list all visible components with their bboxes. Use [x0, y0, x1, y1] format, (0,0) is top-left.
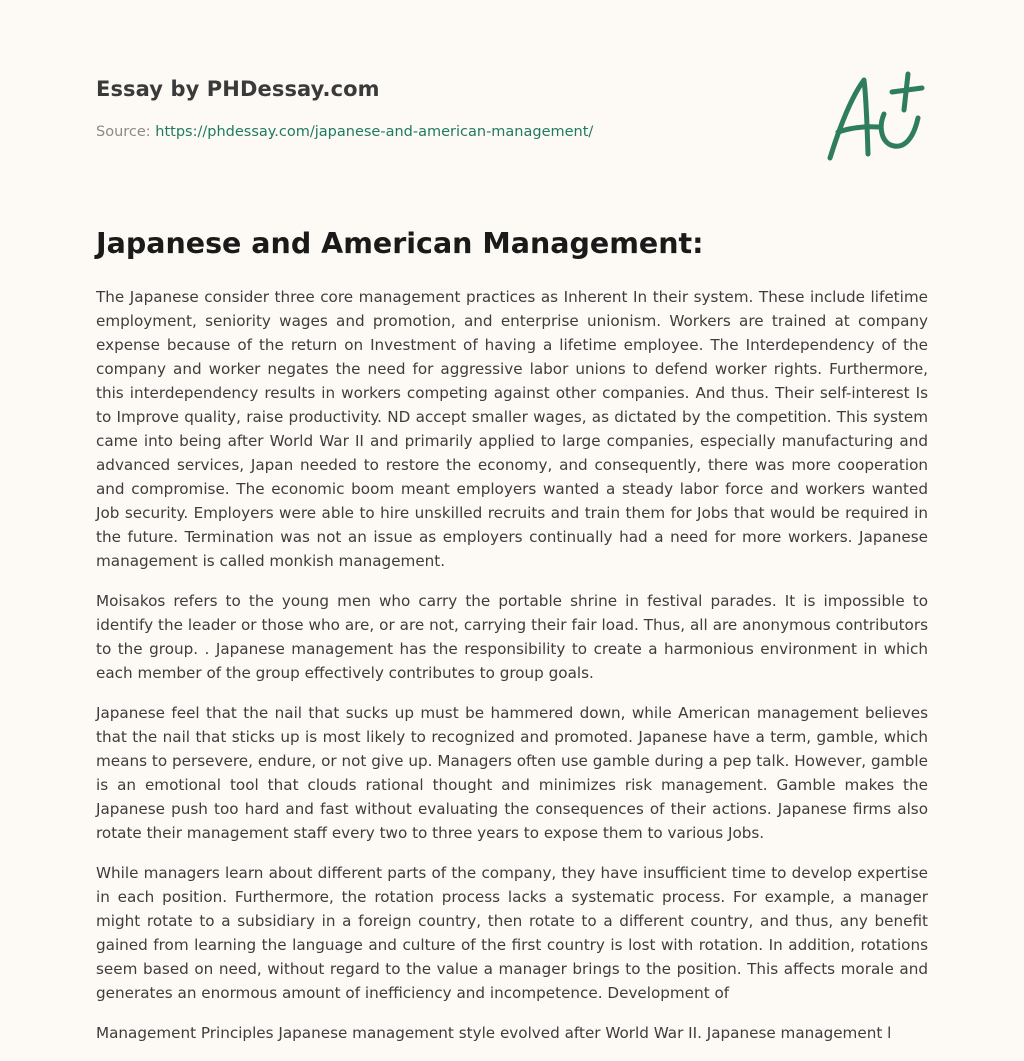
- article-paragraph: While managers learn about different parts of the company, they have insufficient time to develop expertise in each position. Furthermore, the rotation process lacks a systematic process. For example, a manager might rotate to a subsidiary in a foreign country, then rotate to a different country, and thus, any benefit gained from learning the language and culture of the first country is lost with rotation. In addition, rotations seem based on need, without regard to the value a manager brings to the position. This affects morale and generates an enormous amount of inefficiency and incompetence. Development of: [96, 864, 928, 1002]
- article-title: Japanese and American Management:: [96, 227, 704, 260]
- article-body: [96, 285, 928, 1061]
- article-paragraph-truncated: Management Principles Japanese management style evolved after World War II. Japanese management l: [96, 1024, 892, 1042]
- article-paragraph: Japanese feel that the nail that sucks up must be hammered down, while American management believes that the nail that sticks up is most likely to recognized and promoted. Japanese have a term, gamble, which means to persevere, endure, or not give up. Managers often use gamble during a pep talk. However, gamble is an emotional tool that clouds rational thought and minimizes risk management. Gamble makes the Japanese push too hard and fast without evaluating the consequences of their actions. Japanese firms also rotate their management staff every two to three years to expose them to various Jobs.: [96, 704, 928, 842]
- article-paragraph: The Japanese consider three core management practices as Inherent In their system. These include lifetime employment, seniority wages and promotion, and enterprise unionism. Workers are trained at company expense because of the return on Investment of having a lifetime employee. The Interdependency of the company and worker negates the need for aggressive labor unions to defend worker rights. Furthermore, this interdependency results in workers competing against other companies. And thus. Their self-interest Is to Improve quality, raise productivity. ND accept smaller wages, as dictated by the competition. This system came into being after World War II and primarily applied to large companies, especially manufacturing and advanced services, Japan needed to restore the economy, and consequently, there was more cooperation and compromise. The economic boom meant employers wanted a steady labor force and workers wanted Job security. Employers were able to hire unskilled recruits and train them for Jobs that would be required in the future. Termination was not an issue as employers continually had a need for more workers. Japanese management is called monkish management.: [96, 288, 928, 570]
- a-plus-grade-icon: [820, 66, 930, 166]
- article-paragraph: Moisakos refers to the young men who carry the portable shrine in festival parades. It is impossible to identify the leader or those who are, or are not, carrying their fair load. Thus, all are anonymous contributors to the group. . Japanese management has the responsibility to create a harmonious environment in which each member of the group effectively contributes to group goals.: [96, 592, 928, 682]
- source-label: Source:: [96, 124, 156, 140]
- source-link[interactable]: https://phdessay.com/japanese-and-american-management/: [155, 124, 594, 140]
- site-brand: Essay by PHDessay.com: [96, 77, 380, 101]
- source-line: [96, 124, 593, 140]
